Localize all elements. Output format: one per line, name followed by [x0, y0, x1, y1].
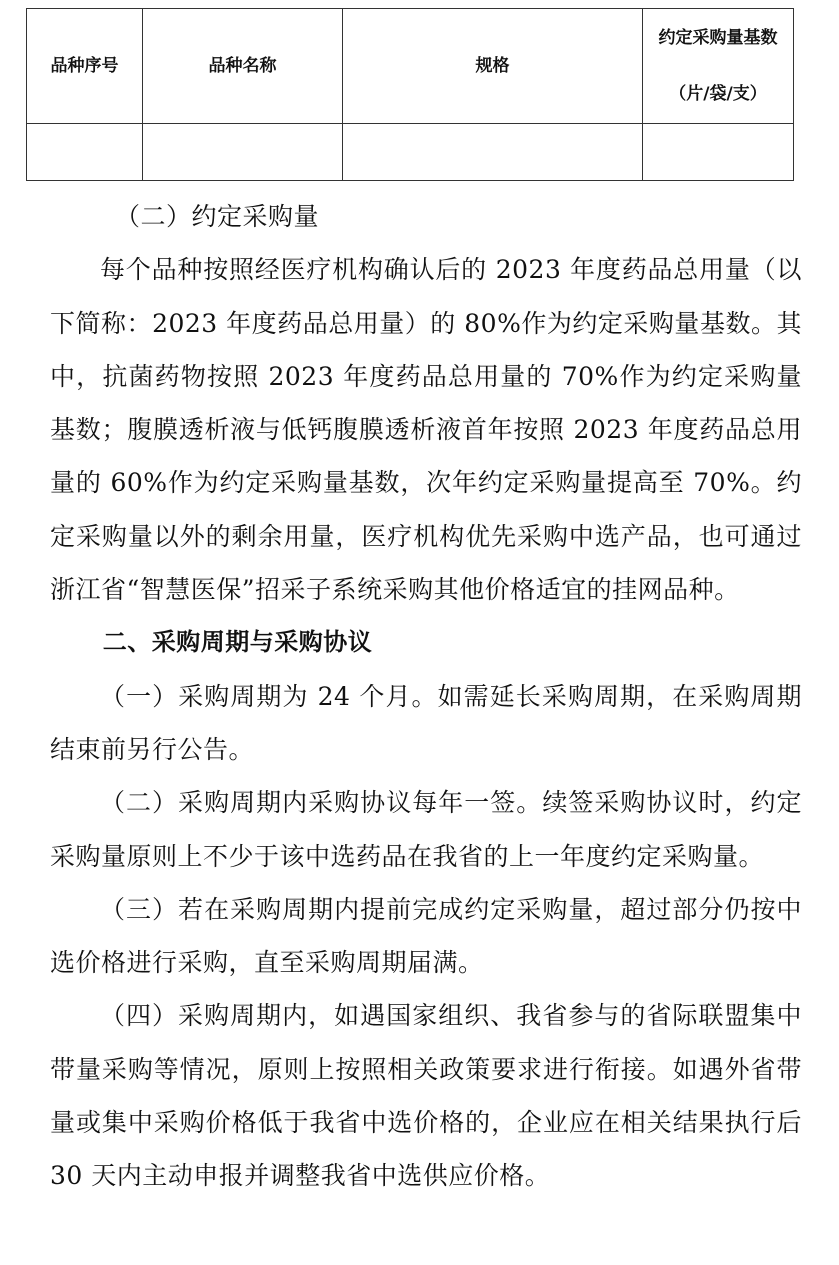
- header-variety-number: 品种序号: [27, 9, 143, 124]
- header-variety-name: 品种名称: [143, 9, 343, 124]
- paragraph-agreed-volume: 每个品种按照经医疗机构确认后的 2023 年度药品总用量（以下简称：2023 年度药品总用量）的 80%作为约定采购量基数。其中，抗菌药物按照 2023 年度药品总用量的 70%作为约定采购量基数；腹膜透析液与低钙腹膜透析液首年按照 2023 年度药品总用量的 60%作为约定采购量基数，次年约定采购量提高至 70%。约定采购量以外的剩余用量，医疗机构优先采购中选产品，也可通过浙江省“智慧医保”招采子系统采购其他价格适宜的挂网品种。: [50, 255, 802, 605]
- header-agreed-volume-title: 约定采购量基数: [658, 28, 778, 48]
- paragraph-cycle-1: （一）采购周期为 24 个月。如需延长采购周期，在采购周期结束前另行公告。: [50, 681, 802, 764]
- section-heading-procurement-cycle: 二、采购周期与采购协议: [102, 628, 373, 657]
- table-row: [27, 124, 794, 181]
- table-cell: [343, 124, 643, 181]
- paragraph-cycle-3: （三）若在采购周期内提前完成约定采购量，超过部分仍按中选价格进行采购，直至采购周期届满。: [50, 894, 802, 978]
- header-agreed-volume-unit: （片/袋/支）: [669, 84, 767, 104]
- paragraph-cycle-2: （二）采购周期内采购协议每年一签。续签采购协议时，约定采购量原则上不少于该中选药品在我省的上一年度约定采购量。: [50, 788, 802, 871]
- table-cell: [143, 124, 343, 181]
- document-body: [50, 190, 802, 1203]
- header-agreed-volume: [643, 9, 794, 124]
- table-cell: [27, 124, 143, 181]
- subheading-agreed-volume: （二）约定采购量: [115, 202, 320, 231]
- header-specification: 规格: [343, 9, 643, 124]
- paragraph-cycle-4: （四）采购周期内，如遇国家组织、我省参与的省际联盟集中带量采购等情况，原则上按照相关政策要求进行衔接。如遇外省带量或集中采购价格低于我省中选价格的，企业应在相关结果执行后 30 天内主动申报并调整我省中选供应价格。: [50, 1001, 802, 1191]
- table-header-row: [27, 9, 794, 124]
- procurement-table: [26, 8, 794, 181]
- table-cell: [643, 124, 794, 181]
